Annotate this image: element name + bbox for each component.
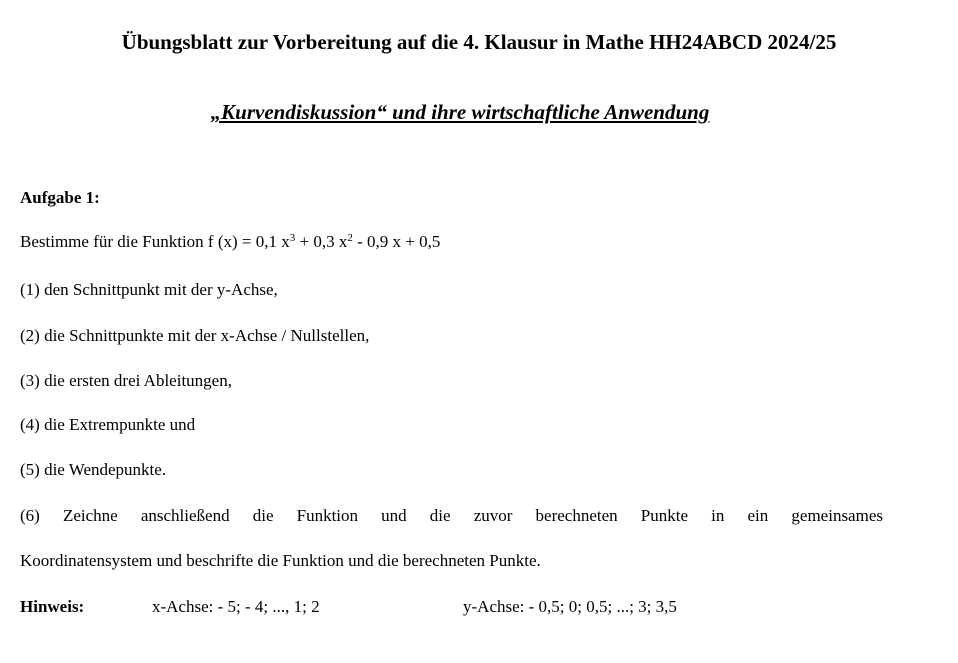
task-item-5: (5) die Wendepunkte. [20,460,167,479]
page-subtitle: „Kurvendiskussion“ und ihre wirtschaftliche Anwendung [210,100,710,124]
task-item-3: (3) die ersten drei Ableitungen, [20,371,232,390]
hint-label: Hinweis: [20,597,85,616]
task-item-6: (6) Zeichne anschließend die Funktion und die zuvor berechneten Punkte in ein gemeinsames [20,506,883,525]
exponent-3: 3 [289,232,296,244]
task-intro-mid: + 0,3 x [295,232,348,251]
task-intro [20,232,440,252]
task-item-4: (4) die Extrempunkte und [20,415,196,434]
task-item-2: (2) die Schnittpunkte mit der x-Achse / Nullstellen, [20,326,370,345]
hint-y-axis: y-Achse: - 0,5; 0; 0,5; ...; 3; 3,5 [463,597,677,616]
hint-x-axis: x-Achse: - 5; - 4; ..., 1; 2 [152,597,320,616]
task-item-1: (1) den Schnittpunkt mit der y-Achse, [20,280,278,299]
task-heading: Aufgabe 1: [20,188,100,207]
page-title: Übungsblatt zur Vorbereitung auf die 4. Klausur in Mathe HH24ABCD 2024/25 [121,30,837,54]
task-item-6-continued: Koordinatensystem und beschrifte die Funktion und die berechneten Punkte. [20,551,541,570]
task-intro-end: - 0,9 x + 0,5 [352,232,441,251]
task-intro-text: Bestimme für die Funktion f (x) = 0,1 x [20,232,290,251]
exponent-2: 2 [347,232,353,244]
